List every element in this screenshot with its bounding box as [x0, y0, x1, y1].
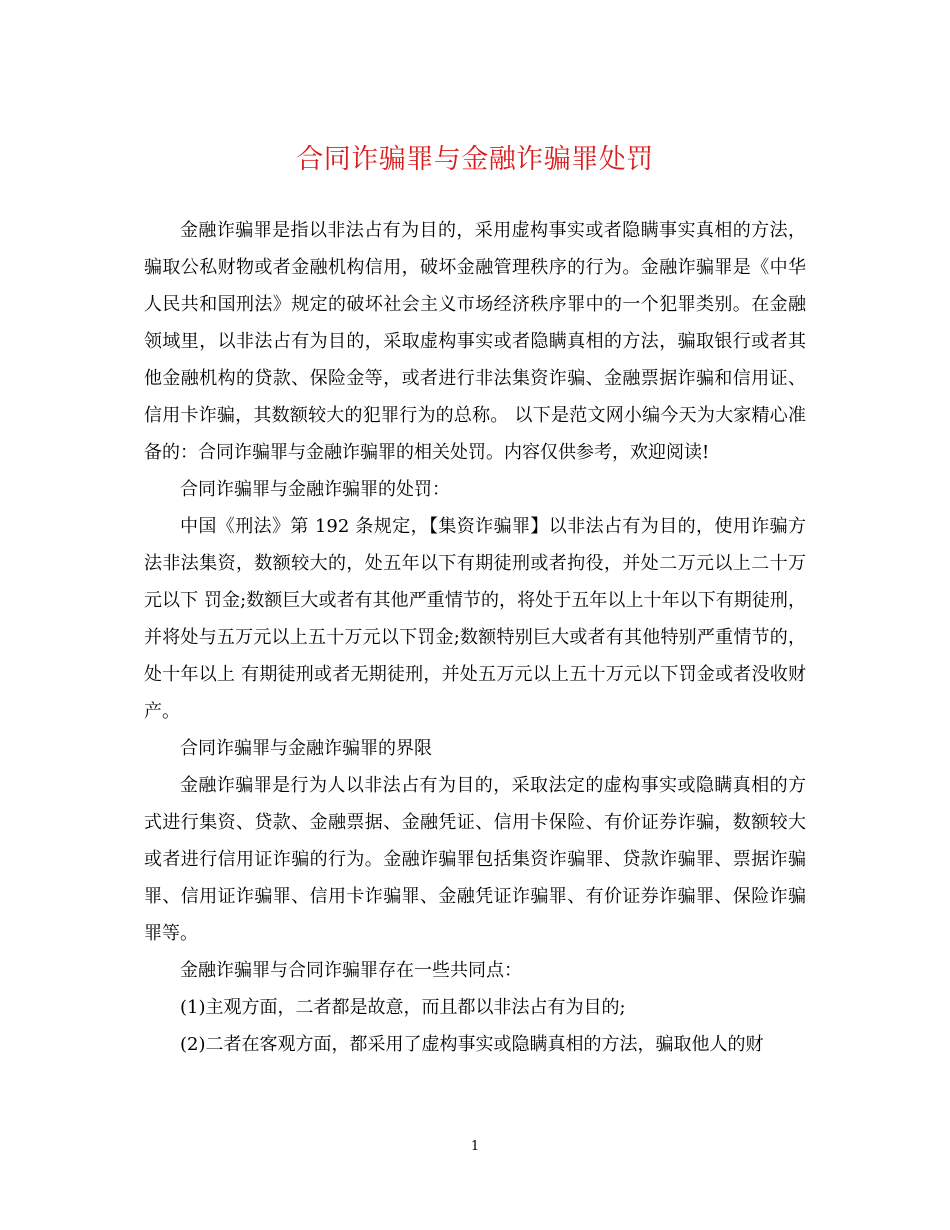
document-title: 合同诈骗罪与金融诈骗罪处罚 — [296, 144, 654, 175]
paragraph-financial-fraud-definition: 金融诈骗罪是行为人以非法占有为目的，采取法定的虚构事实或隐瞒真相的方式进行集资、贷款、金融票据、金融凭证、信用卡保险、有价证券诈骗，数额较大或者进行信用证诈骗的行为。金融诈骗罪包括集资诈骗罪、贷款诈骗罪、票据诈骗罪、信用证诈骗罪、信用卡诈骗罪、金融凭证诈骗罪、有价证券诈骗罪、保险诈骗罪等。 — [144, 775, 806, 944]
paragraph-penalty-article: 中国《刑法》第 192 条规定，【集资诈骗罪】以非法占有为目的，使用诈骗方法非法集资，数额较大的，处五年以下有期徒刑或者拘役，并处二万元以上二十万元以下 罚金;数额巨大或者有其他严重情节的，将处于五年以上十年以下有期徒刑，并将处与五万元以上五十万元以下罚金;数额特别巨大或者有其他特别严重情节的，处十年以上 有期徒刑或者无期徒刑，并处五万元以上五十万元以下罚金或者没收财产。 — [144, 516, 806, 722]
page-number: 1 — [470, 1139, 480, 1154]
paragraph-boundary-heading: 合同诈骗罪与金融诈骗罪的界限 — [180, 738, 432, 759]
paragraph-common-point-1: (1)主观方面，二者都是故意，而且都以非法占有为目的; — [180, 997, 626, 1018]
paragraph-intro: 金融诈骗罪是指以非法占有为目的，采用虚构事实或者隐瞒事实真相的方法，骗取公私财物或者金融机构信用，破坏金融管理秩序的行为。金融诈骗罪是《中华人民共和国刑法》规定的破坏社会主义市场经济秩序罪中的一个犯罪类别。在金融领域里，以非法占有为目的，采取虚构事实或者隐瞒真相的方法，骗取银行或者其他金融机构的贷款、保险金等，或者进行非法集资诈骗、金融票据诈骗和信用证、信用卡诈骗，其数额较大的犯罪行为的总称。 以下是范文网小编今天为大家精心准备的：合同诈骗罪与金融诈骗罪的相关处罚。内容仅供参考，欢迎阅读! — [144, 220, 806, 463]
paragraph-common-point-2: (2)二者在客观方面，都采用了虚构事实或隐瞒真相的方法，骗取他人的财 — [180, 1034, 764, 1055]
paragraph-penalty-heading: 合同诈骗罪与金融诈骗罪的处罚： — [180, 479, 450, 500]
paragraph-common-points-heading: 金融诈骗罪与合同诈骗罪存在一些共同点： — [180, 960, 522, 981]
document-body — [144, 212, 806, 1063]
